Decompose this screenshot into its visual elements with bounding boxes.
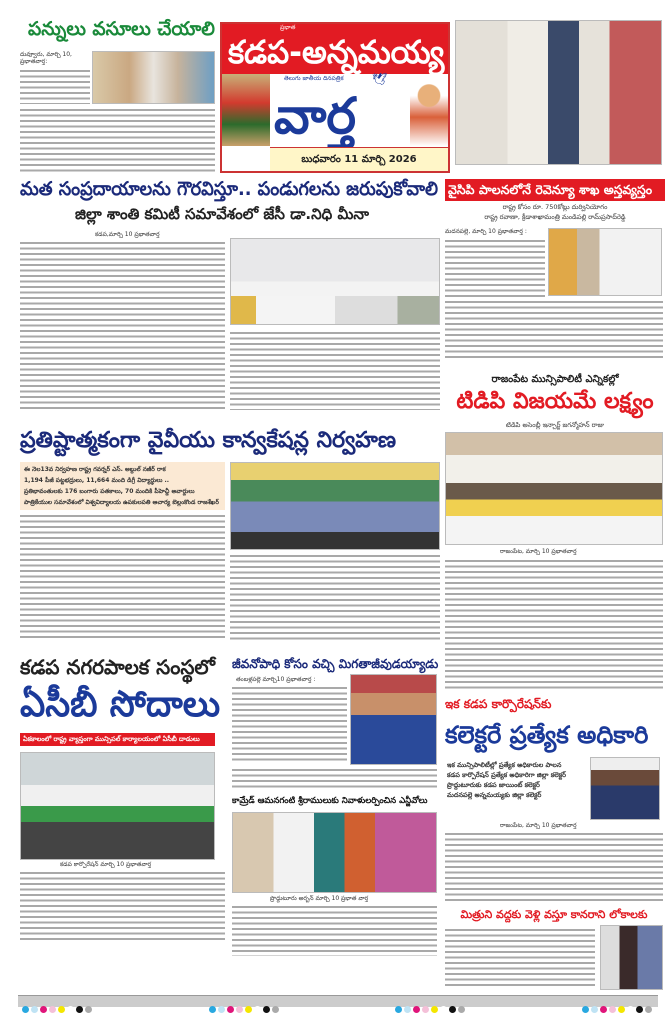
friend-body bbox=[445, 927, 595, 989]
yvu-body-2 bbox=[230, 553, 440, 641]
yvu-highlight bbox=[24, 464, 221, 475]
death-body bbox=[232, 685, 347, 764]
revenue-sub1-text: రాష్ట్ర కోసం రూ. 750కోట్లు దుర్వినియోగం bbox=[502, 203, 608, 211]
taxes-headline bbox=[28, 18, 215, 45]
top-right-photo bbox=[455, 20, 662, 165]
taxes-headline-text: పన్నులు వసూలు చేయాలి bbox=[28, 18, 215, 40]
collector-point-text: కడప కార్పొరేషన్ ప్రత్యేక అధికారిగా జిల్లా కలెక్టర్ bbox=[447, 771, 566, 779]
peace-subhead bbox=[75, 205, 435, 227]
taxes-body bbox=[20, 68, 90, 104]
acb-body bbox=[20, 870, 225, 942]
acb-headline-text: ఏసీబీ సోదాలు bbox=[20, 684, 221, 725]
tdp-headline bbox=[445, 389, 665, 419]
collector-point-text: మదనపల్లె అన్నమయ్యకు జిల్లా కలెక్టర్ bbox=[447, 791, 542, 799]
yvu-highlight bbox=[24, 486, 221, 497]
tdp-dateline bbox=[500, 548, 660, 556]
collector-kicker-text: ఇక కడప కార్పొరేషన్‌కు bbox=[445, 697, 552, 711]
tribute-headline bbox=[232, 796, 438, 808]
edition-title bbox=[228, 33, 444, 71]
acb-band-text: ఏకకాలంలో రాష్ట్ర వ్యాప్తంగా మున్సిపల్ కార్యాలయంలో ఏసీబీ దాడులు bbox=[23, 735, 200, 743]
collector-photo bbox=[590, 757, 660, 820]
acb-dateline-text: కడప కార్పొరేషన్ మార్చి 10 ప్రభాతవార్త bbox=[60, 861, 152, 868]
acb-dateline bbox=[60, 861, 220, 869]
collector-point bbox=[447, 770, 587, 780]
acb-kicker bbox=[20, 655, 220, 684]
yvu-highlight bbox=[24, 497, 221, 508]
revenue-headline-text: వైసిపి పాలనలోనే రెవెన్యూ శాఖ అస్తవ్యస్తం bbox=[448, 182, 653, 197]
edition-title-text: కడప-అన్నమయ్య bbox=[228, 33, 445, 71]
peace-body-2 bbox=[230, 330, 440, 410]
taxes-dateline: దువ్వూరు, మార్చి 10, ప్రభాతవార్త: bbox=[20, 51, 72, 65]
tribute-photo bbox=[232, 812, 437, 893]
collector-point bbox=[447, 760, 587, 770]
acb-headline bbox=[20, 684, 220, 734]
collector-headline-text: కలెక్టరే ప్రత్యేక అధికారి bbox=[445, 721, 649, 749]
collector-point bbox=[447, 790, 587, 800]
revenue-headline bbox=[445, 179, 665, 201]
collector-point bbox=[447, 780, 587, 790]
issue-date: బుధవారం 11 మార్చి 2026 bbox=[270, 147, 448, 171]
death-body-2 bbox=[232, 767, 437, 791]
peace-photo bbox=[230, 238, 440, 325]
death-dateline-text: తంబళ్లపల్లె మార్చి10 ప్రభాతవార్త : bbox=[236, 676, 316, 683]
yvu-highlight-text: ప్రతిభావంతులకు 176 బంగారు పతకాలు, 70 మందికి పీహెచ్డీ అవార్డులు bbox=[24, 488, 195, 495]
yvu-highlight-text: 1,194 పీజీ పట్టభద్రులు, 11,664 మంది డిగ్రీ విద్యార్థులు .. bbox=[24, 477, 170, 484]
revenue-dateline-text: మదనపల్లె, మార్చి 10 ప్రభాతవార్త : bbox=[445, 228, 527, 235]
tdp-sub-text: టిడిపి అసెంబ్లీ ఇన్చార్జ్ జగన్మోహన్ రాజు bbox=[505, 421, 605, 429]
tdp-kicker bbox=[445, 373, 665, 387]
masthead-kicker: ప్రభాత bbox=[280, 24, 296, 31]
dove-icon: 🕊 bbox=[372, 72, 388, 86]
revenue-sub2-text: రాష్ట్ర రవాణా, క్రీడాశాఖామంత్రి మండిపల్లి రామ్‌ప్రసాద్‌రెడ్డి bbox=[484, 213, 626, 221]
yvu-highlight bbox=[24, 475, 221, 486]
annamayya-image bbox=[410, 74, 448, 146]
acb-band bbox=[20, 733, 215, 746]
yvu-photo bbox=[230, 462, 440, 550]
death-headline bbox=[232, 656, 438, 675]
revenue-body bbox=[445, 238, 545, 297]
peace-headline bbox=[20, 178, 438, 205]
friend-headline bbox=[445, 908, 663, 924]
yvu-headline bbox=[20, 428, 438, 458]
tribute-body bbox=[232, 904, 437, 956]
tdp-headline-text: టిడిపి విజయమే లక్ష్యం bbox=[456, 389, 654, 414]
peace-dateline: కడప,మార్చి 10 ప్రభాతవార్త bbox=[95, 231, 160, 238]
death-headline-text: జీవనోపాధి కోసం వచ్చి మిగతాజీవుడయ్యాడు bbox=[232, 656, 439, 671]
color-registration-bar bbox=[18, 995, 658, 1007]
tribute-dateline bbox=[270, 895, 435, 903]
tdp-dateline-text: రాజంపేట, మార్చి 10 ప్రభాతవార్త bbox=[500, 548, 577, 555]
yvu-highlight-text: ఈ నెల13వ నిర్వహణ రాష్ట్ర గవర్నర్ ఎస్. అబ్దుల్ నజీర్ రాక bbox=[24, 466, 166, 473]
paper-name bbox=[274, 86, 410, 146]
deity-image bbox=[222, 74, 270, 146]
taxes-photo bbox=[92, 51, 215, 104]
collector-point-text: ప్రొద్దుటూరుకు కడప జాయింట్ కలెక్టర్ bbox=[447, 781, 540, 789]
revenue-sub1 bbox=[445, 203, 665, 213]
tribute-headline-text: కామ్రేడ్ ఆమనగంటి శ్రీరాములుకు నివాళులర్పించిన ఎన్జీవోలు bbox=[232, 796, 428, 806]
collector-dateline bbox=[500, 822, 660, 830]
friend-photo bbox=[600, 925, 663, 990]
taxes-body-2 bbox=[20, 107, 215, 173]
collector-kicker bbox=[445, 697, 663, 714]
tagline: తెలుగు జాతీయ దినపత్రిక bbox=[284, 75, 344, 82]
paper-name-text: వార్త bbox=[274, 87, 357, 145]
collector-dateline-text: రాజంపేట, మార్చి 10 ప్రభాతవార్త bbox=[500, 822, 577, 829]
tdp-photo bbox=[445, 432, 663, 545]
yvu-headline-text: ప్రతిష్టాత్మకంగా వైవీయు కాన్వకేషన్ల నిర్వహణ bbox=[20, 428, 397, 453]
peace-body bbox=[20, 240, 225, 410]
tdp-body bbox=[445, 558, 663, 690]
tribute-dateline-text: ప్రొద్దుటూరు అర్బన్ మార్చి 10 ప్రభాత వార్త bbox=[270, 895, 369, 902]
death-photo bbox=[350, 674, 437, 765]
collector-points bbox=[447, 760, 587, 800]
revenue-body-2 bbox=[445, 299, 663, 361]
peace-subhead-text: జిల్లా శాంతి కమిటీ సమావేశంలో జేసీ డా.నిధి మీనా bbox=[75, 205, 369, 223]
revenue-dateline bbox=[445, 228, 545, 236]
friend-headline-text: మిత్రుని వద్దకు వెళ్లి వస్తూ కానరాని లోకాలకు bbox=[460, 908, 648, 921]
acb-photo bbox=[20, 752, 215, 860]
collector-body bbox=[445, 831, 663, 901]
tdp-kicker-text: రాజంపేట మున్సిపాలిటీ ఎన్నికల్లో bbox=[491, 374, 619, 385]
death-dateline bbox=[236, 676, 346, 684]
collector-point-text: ఇక మున్సిపాలిటీల్లో ప్రత్యేక అధికారుల పాలన bbox=[447, 761, 562, 769]
revenue-sub2 bbox=[445, 213, 665, 223]
yvu-body bbox=[20, 513, 225, 641]
yvu-highlight-text: పాత్రికేయుల సమావేశంలో విశ్వవిద్యాలయ ఉపకులపతి ఆచార్య బెల్లంకొండ రాజశేఖర్ bbox=[24, 499, 219, 506]
masthead bbox=[220, 22, 450, 173]
collector-headline bbox=[445, 721, 663, 755]
acb-kicker-text: కడప నగరపాలక సంస్థలో bbox=[20, 655, 215, 679]
yvu-highlights bbox=[20, 462, 225, 510]
revenue-photo bbox=[548, 228, 662, 296]
tdp-sub bbox=[445, 421, 665, 431]
peace-headline-text: మత సంప్రదాయాలను గౌరవిస్తూ.. పండుగలను జరుపుకోవాలి bbox=[20, 178, 438, 200]
